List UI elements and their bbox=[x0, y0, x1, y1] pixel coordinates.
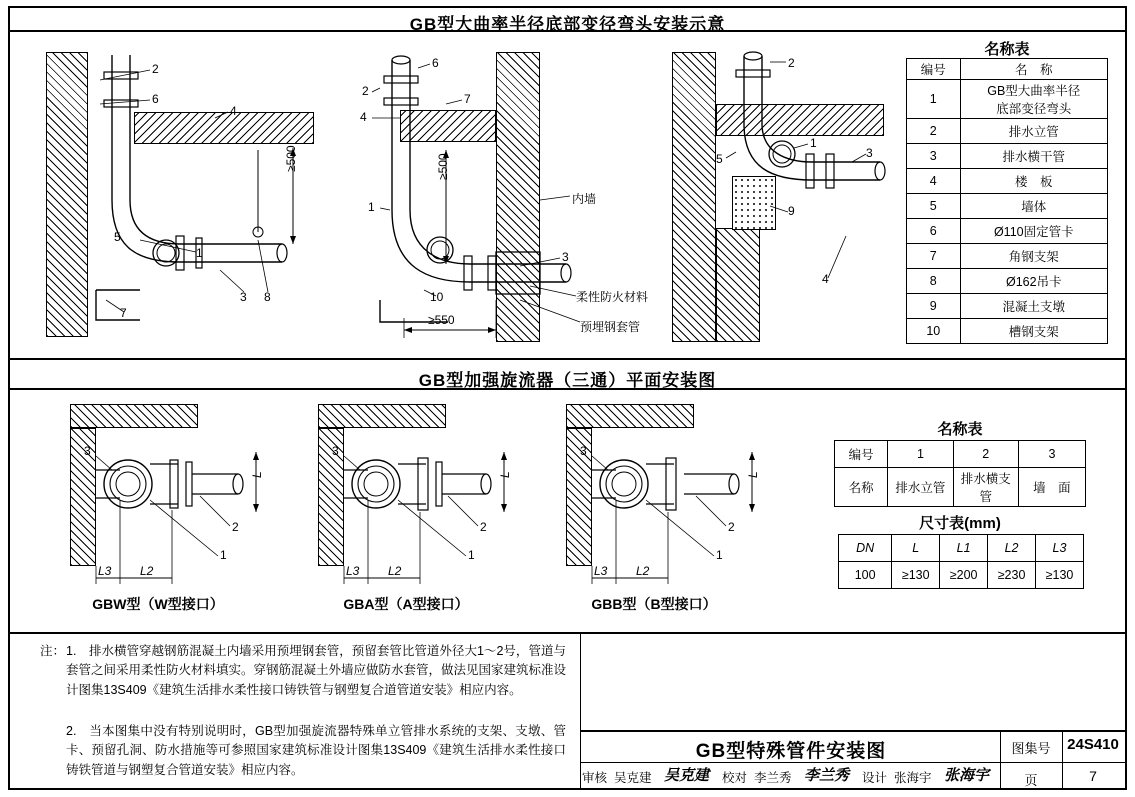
table-row bbox=[835, 468, 1086, 507]
caption-gbb: GBB型（B型接口） bbox=[591, 596, 717, 612]
name-table-mid-cell: 墙 面 bbox=[1018, 468, 1085, 507]
label-d2-3: 3 bbox=[562, 250, 569, 264]
label-m1-2: 2 bbox=[232, 520, 239, 534]
size-table bbox=[838, 534, 1084, 589]
name-table-top-cell: 6 bbox=[907, 219, 961, 244]
atlas-label: 图集号 bbox=[1011, 741, 1051, 756]
name-table-top-caption: 名称表 bbox=[984, 41, 1030, 58]
name-table-mid-cell: 1 bbox=[888, 441, 953, 468]
label-d3-3: 3 bbox=[866, 146, 873, 160]
name-table-mid-cell: 名称 bbox=[835, 468, 888, 507]
label-d2-10: 10 bbox=[430, 290, 444, 304]
label-m2-L3: L3 bbox=[346, 564, 360, 578]
label-d2-dim500: ≥500 bbox=[436, 153, 450, 180]
note-item-1: 1. 排水横管穿越钢筋混凝土内墙采用预埋钢套管，预留套管比管道外径大1～2号，管道与套管之间采用柔性防火材料填实。穿钢筋混凝土外墙应做防水套管，做法见国家建筑标准设计图集13S409《建筑生活排水柔性接口铸铁管与钢塑复合道管道安装》相应内容。 bbox=[66, 644, 567, 697]
titleblock-top-line bbox=[580, 730, 1125, 732]
name-table-top-cell: 7 bbox=[907, 244, 961, 269]
role-name-1: 李兰秀 bbox=[754, 771, 792, 785]
page-number: 7 bbox=[1089, 768, 1097, 784]
label-d3-9: 9 bbox=[788, 204, 795, 218]
name-table-top-cell: 3 bbox=[907, 144, 961, 169]
name-table-top-cell: Ø110固定管卡 bbox=[960, 219, 1107, 244]
label-d2-4: 4 bbox=[360, 110, 367, 124]
drawing-title: GB型特殊管件安装图 bbox=[695, 741, 887, 762]
label-d2-sleeve: 预埋钢套管 bbox=[580, 320, 641, 334]
name-table-top-cell: 10 bbox=[907, 319, 961, 344]
role-label-1: 校对 bbox=[722, 771, 748, 785]
name-table-top-cell: 4 bbox=[907, 169, 961, 194]
role-name-2: 张海宇 bbox=[894, 771, 932, 785]
label-m2-L: L bbox=[498, 471, 512, 478]
label-d1-6: 6 bbox=[152, 92, 159, 106]
label-d1-5: 5 bbox=[114, 230, 121, 244]
label-d1-4: 4 bbox=[230, 104, 237, 118]
note-item-2: 2. 当本图集中没有特别说明时，GB型加强旋流器特殊单立管排水系统的支架、支墩、管卡、预留孔洞、防水措施等可参照国家建筑标准设计图集13S409《建筑生活排水柔性接口铸铁管道与钢塑复合管道安装》相应内容。 bbox=[66, 724, 566, 777]
name-table-mid-cell: 编号 bbox=[835, 441, 888, 468]
label-d1-8: 8 bbox=[264, 290, 271, 304]
label-m2-3: 3 bbox=[332, 444, 339, 458]
label-d2-inner-wall: 内墙 bbox=[572, 192, 597, 206]
size-table-header: L2 bbox=[988, 535, 1036, 562]
label-d3-1: 1 bbox=[810, 136, 817, 150]
size-table-caption: 尺寸表(mm) bbox=[919, 515, 1001, 532]
name-table-mid-cell: 排水横支管 bbox=[953, 468, 1018, 507]
label-m1-L: L bbox=[250, 471, 264, 478]
table-row bbox=[839, 535, 1084, 562]
name-table-top-cell: 排水横干管 bbox=[960, 144, 1107, 169]
label-m1-L3: L3 bbox=[98, 564, 112, 578]
label-m2-L2: L2 bbox=[388, 564, 402, 578]
name-table-mid-cell: 排水立管 bbox=[888, 468, 953, 507]
name-table-top-cell: 8 bbox=[907, 269, 961, 294]
name-table-top-cell: 9 bbox=[907, 294, 961, 319]
name-table-mid bbox=[834, 440, 1086, 507]
label-m3-1: 1 bbox=[716, 548, 723, 562]
size-table-header: L1 bbox=[940, 535, 988, 562]
label-m1-3: 3 bbox=[84, 444, 91, 458]
role-label-2: 设计 bbox=[862, 771, 888, 785]
label-d3-4: 4 bbox=[822, 272, 829, 286]
label-d2-fireproof: 柔性防火材料 bbox=[576, 290, 649, 304]
label-m1-L2: L2 bbox=[140, 564, 154, 578]
name-table-top-cell: 楼 板 bbox=[960, 169, 1107, 194]
size-table-header: L3 bbox=[1036, 535, 1084, 562]
size-table-cell: 100 bbox=[839, 562, 892, 589]
name-table-top-cell: 墙体 bbox=[960, 194, 1107, 219]
name-table-top-cell: 排水立管 bbox=[960, 119, 1107, 144]
name-table-top-cell: 2 bbox=[907, 119, 961, 144]
label-m3-L: L bbox=[746, 471, 760, 478]
name-table-top-cell: 混凝土支墩 bbox=[960, 294, 1107, 319]
size-table-cell: ≥200 bbox=[940, 562, 988, 589]
titleblock-v2 bbox=[1062, 730, 1063, 790]
name-table-mid-cell: 2 bbox=[953, 441, 1018, 468]
caption-gba: GBA型（A型接口） bbox=[343, 596, 469, 612]
name-table-top-cell: GB型大曲率半径 底部变径弯头 bbox=[960, 80, 1107, 119]
label-d1-2: 2 bbox=[152, 62, 159, 76]
page-label: 页 bbox=[1024, 773, 1038, 788]
label-m3-L3: L3 bbox=[594, 564, 608, 578]
label-d2-2: 2 bbox=[362, 84, 369, 98]
name-table-top-cell: Ø162吊卡 bbox=[960, 269, 1107, 294]
name-table-top-cell: 1 bbox=[907, 80, 961, 119]
label-m3-L2: L2 bbox=[636, 564, 650, 578]
label-m2-2: 2 bbox=[480, 520, 487, 534]
divider-notes bbox=[10, 632, 1125, 634]
size-table-header: DN bbox=[839, 535, 892, 562]
label-d2-7: 7 bbox=[464, 92, 471, 106]
name-table-top-header: 名 称 bbox=[960, 59, 1107, 80]
atlas-number: 24S410 bbox=[1067, 736, 1119, 753]
size-table-cell: ≥230 bbox=[988, 562, 1036, 589]
label-d1-3: 3 bbox=[240, 290, 247, 304]
label-d3-2: 2 bbox=[788, 56, 795, 70]
section-title-top: GB型大曲率半径底部变径弯头安装示意 bbox=[409, 15, 726, 34]
role-signature-0: 吴克建 bbox=[664, 768, 710, 784]
label-m1-1: 1 bbox=[220, 548, 227, 562]
label-d2-dim550: ≥550 bbox=[428, 313, 455, 327]
label-m3-3: 3 bbox=[580, 444, 587, 458]
name-table-top-cell: 5 bbox=[907, 194, 961, 219]
name-table-top-cell: 槽钢支架 bbox=[960, 319, 1107, 344]
role-signature-2: 张海宇 bbox=[944, 768, 990, 784]
name-table-top-cell: 角钢支架 bbox=[960, 244, 1107, 269]
titleblock-left-line bbox=[580, 632, 581, 790]
notes-label: 注： bbox=[40, 644, 66, 658]
label-m3-2: 2 bbox=[728, 520, 735, 534]
name-table-mid-caption: 名称表 bbox=[937, 421, 983, 438]
label-d1-7: 7 bbox=[120, 306, 127, 320]
label-d1-1: 1 bbox=[196, 246, 203, 260]
role-label-0: 审核 bbox=[582, 771, 608, 785]
table-row bbox=[835, 441, 1086, 468]
section-title-mid: GB型加强旋流器（三通）平面安装图 bbox=[418, 371, 717, 390]
table-row bbox=[839, 562, 1084, 589]
titleblock-v1 bbox=[1000, 730, 1001, 790]
label-m2-1: 1 bbox=[468, 548, 475, 562]
size-table-cell: ≥130 bbox=[1036, 562, 1084, 589]
role-name-0: 吴克建 bbox=[614, 771, 652, 785]
name-table-top-header: 编号 bbox=[907, 59, 961, 80]
label-d3-5: 5 bbox=[716, 152, 723, 166]
name-table-mid-cell: 3 bbox=[1018, 441, 1085, 468]
caption-gbw: GBW型（W型接口） bbox=[92, 596, 224, 612]
label-d2-6: 6 bbox=[432, 56, 439, 70]
label-d2-1: 1 bbox=[368, 200, 375, 214]
role-signature-1: 李兰秀 bbox=[804, 768, 850, 784]
size-table-cell: ≥130 bbox=[892, 562, 940, 589]
label-d1-dim500: ≥500 bbox=[284, 145, 298, 172]
size-table-header: L bbox=[892, 535, 940, 562]
